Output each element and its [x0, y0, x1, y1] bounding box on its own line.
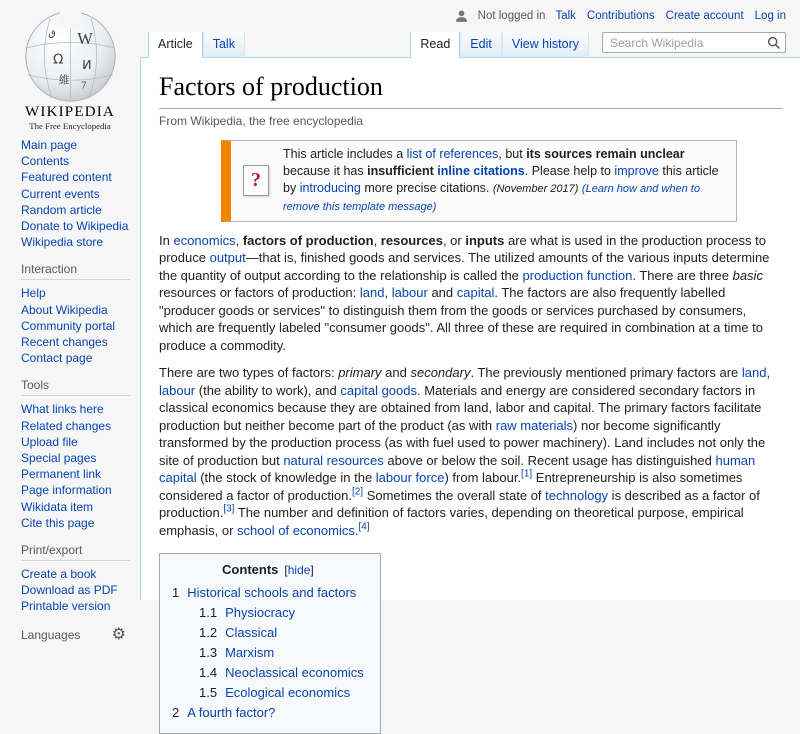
- toc-number: 1.1: [199, 605, 218, 621]
- sidebar-nav-list: [0, 137, 140, 250]
- sidebar-nav-list: [0, 401, 140, 531]
- sidebar-link[interactable]: Recent changes: [21, 335, 108, 350]
- paragraph: In economics, factors of production, resources, or inputs are what is used in the production process to produce output—that is, finished goods and services. The utilized amounts of the various inputs determine the quantity of output according to the relationship is called the production function. There are three basic resources or factors of production: land, labour and capital. The factors are also frequently labelled "producer goods or services" to distinguish them from the goods or services purchased by consumers, which are frequently labeled "consumer goods". All three of these are required in combination at a time to produce a commodity.: [159, 232, 770, 353]
- tab[interactable]: Talk: [203, 32, 245, 57]
- sidebar-link[interactable]: Related changes: [21, 418, 112, 433]
- reference: [352, 487, 363, 498]
- wiki-link[interactable]: land: [359, 285, 385, 301]
- wiki-link[interactable]: labour: [391, 285, 428, 301]
- table-of-contents: [159, 553, 381, 734]
- toc-number: 1: [172, 585, 180, 601]
- toc-item: [172, 664, 364, 681]
- personal-link[interactable]: Create account: [665, 10, 744, 22]
- site-subtitle: From Wikipedia, the free encyclopedia: [159, 113, 364, 128]
- search-input[interactable]: [602, 32, 786, 53]
- article-content: [140, 58, 800, 721]
- sidebar-item: [21, 418, 134, 434]
- wiki-link[interactable]: human capital: [159, 452, 756, 486]
- user-status: Not logged in: [477, 10, 546, 22]
- personal-links: [555, 10, 786, 22]
- sidebar-nav: [0, 137, 140, 643]
- personal-bar: [140, 0, 800, 28]
- sidebar-item: [21, 582, 134, 598]
- toc-item: [172, 604, 364, 621]
- toc-list: [172, 584, 364, 721]
- toc-link[interactable]: Historical schools and factors: [187, 585, 357, 601]
- sidebar-item: [21, 234, 134, 250]
- sidebar-item: [21, 186, 134, 202]
- sidebar-section-title: Languages: [21, 627, 81, 642]
- sidebar-section-title: Print/export: [21, 543, 130, 561]
- toc-item: [172, 684, 364, 701]
- personal-link[interactable]: Talk: [555, 10, 576, 22]
- sidebar-link[interactable]: About Wikipedia: [21, 302, 108, 317]
- paragraph: There are two types of factors: primary and secondary. The previously mentioned primary factors are land, labour (the ability to work), and capital goods. Materials and energy are considered secondary factors in classical economics because they are obtained from land, labor and capital. The primary factors facilitate production but neither become part of the product (as with raw materials) nor become significantly transformed by the production process (as with fuel used to power machinery). Land includes not only the site of production but natural resources above or below the soil. Recent usage has distinguished human capital (the stock of knowledge in the labour force) from labour.[1] Entrepreneurship is also sometimes considered a factor of production.[2] Sometimes the overall state of technology is described as a factor of production.[3] The number and definition of factors varies, depending on theoretical purpose, empirical emphasis, or school of economics.[4]: [159, 365, 771, 538]
- sidebar-link[interactable]: Contents: [21, 154, 70, 169]
- emphasized-text: primary: [338, 365, 382, 381]
- wiki-link[interactable]: list of references: [406, 146, 499, 161]
- sidebar-nav-list: [0, 285, 140, 366]
- toc-link[interactable]: Ecological economics: [225, 685, 351, 701]
- sidebar-item: [21, 153, 134, 169]
- question-mark-icon: ?: [243, 165, 269, 196]
- personal-link[interactable]: Contributions: [586, 10, 655, 22]
- view-tabs: [410, 28, 589, 57]
- toc-link[interactable]: Classical: [225, 625, 278, 641]
- article-message-box: [221, 140, 737, 222]
- sidebar-item: [21, 466, 134, 482]
- emphasized-text: its sources remain unclear: [526, 146, 685, 161]
- gear-icon[interactable]: ⚙: [111, 625, 126, 643]
- sidebar-link[interactable]: Printable version: [21, 599, 111, 614]
- sidebar-item: [21, 318, 134, 334]
- toc-link[interactable]: Neoclassical economics: [225, 665, 364, 681]
- sidebar-link[interactable]: Create a book: [21, 567, 97, 582]
- sidebar-nav-list: [0, 566, 140, 615]
- sidebar-link[interactable]: Cite this page: [21, 515, 95, 530]
- sidebar-section-navigation: [0, 137, 140, 250]
- reference-link[interactable]: [2]: [351, 486, 364, 498]
- sidebar-link[interactable]: Download as PDF: [21, 583, 118, 598]
- wiki-link[interactable]: natural resources: [283, 452, 384, 468]
- wiki-link[interactable]: land: [741, 365, 767, 381]
- reference-link[interactable]: [3]: [223, 504, 235, 516]
- sidebar-link[interactable]: Wikidata item: [21, 499, 94, 514]
- sidebar-section-languages: [21, 627, 126, 643]
- sidebar-item: [21, 218, 134, 234]
- wiki-link[interactable]: inline citations: [437, 163, 525, 178]
- toc-header: [172, 562, 364, 577]
- wiki-link[interactable]: improve: [614, 163, 659, 178]
- sidebar-item: [21, 401, 134, 417]
- toc-number: 1.3: [199, 645, 218, 661]
- sidebar-link[interactable]: Community portal: [21, 318, 116, 333]
- tab[interactable]: Article: [148, 32, 203, 58]
- search-icon[interactable]: [767, 36, 781, 50]
- sidebar-item: [21, 515, 134, 531]
- wiki-link[interactable]: output: [209, 250, 246, 266]
- sidebar-link[interactable]: Contact page: [21, 351, 93, 366]
- sidebar-item: [21, 482, 134, 498]
- emphasized-text: secondary: [410, 365, 471, 381]
- wiki-link[interactable]: (Learn how and when to remove this template message): [283, 182, 700, 213]
- globe-glyph: 7: [80, 79, 86, 92]
- toc-link[interactable]: A fourth factor?: [187, 705, 276, 721]
- sidebar-item: [21, 450, 134, 466]
- sidebar-link[interactable]: Upload file: [21, 434, 78, 449]
- toc-link[interactable]: Marxism: [225, 645, 275, 661]
- globe-glyph: W: [76, 28, 93, 48]
- emphasized-text: inputs: [465, 232, 505, 248]
- globe-puzzle-icon: [22, 7, 119, 104]
- ambox-message: This article includes a list of references, but its sources remain unclear because it has insufficient inline citations. Please help to improve this article by introducing more precise citations. (November 2017) (Learn how and when to remove this template message): [283, 146, 719, 213]
- sidebar-item: [21, 334, 134, 350]
- sidebar-link[interactable]: Donate to Wikipedia: [21, 219, 129, 234]
- emphasized-text: factors of production: [242, 232, 374, 248]
- globe-glyph: Ω: [52, 51, 63, 68]
- emphasized-text: (November 2017): [492, 182, 579, 195]
- sidebar-link[interactable]: Page information: [21, 483, 112, 498]
- user-icon: [455, 10, 468, 23]
- wiki-link[interactable]: school of economics: [237, 522, 355, 538]
- toc-item: [172, 624, 364, 641]
- globe-glyph: 維: [58, 73, 70, 87]
- globe-glyph: ق: [47, 28, 56, 40]
- tab[interactable]: Read: [410, 32, 460, 58]
- wiki-link[interactable]: technology: [545, 487, 609, 503]
- content-column: [140, 0, 800, 721]
- toc-number: 2: [172, 705, 180, 721]
- sidebar-link[interactable]: Featured content: [21, 170, 112, 185]
- toc-hide-bracket: ]: [310, 563, 314, 578]
- wiki-link[interactable]: labour: [159, 382, 196, 398]
- sidebar-item: [21, 202, 134, 218]
- wiki-link[interactable]: labour force: [375, 470, 445, 486]
- reference: [521, 469, 532, 480]
- emphasized-text: basic: [732, 267, 763, 283]
- sidebar-link[interactable]: Special pages: [21, 451, 97, 466]
- tab-bar: [140, 28, 800, 58]
- personal-link[interactable]: Log in: [754, 10, 786, 22]
- sidebar-item: [21, 350, 134, 366]
- sidebar-link[interactable]: Main page: [21, 138, 78, 152]
- toc-link[interactable]: Physiocracy: [225, 605, 296, 621]
- sidebar-link[interactable]: Wikipedia store: [21, 235, 104, 250]
- wiki-link[interactable]: economics: [173, 232, 236, 248]
- sidebar-section-title: Tools: [21, 378, 130, 396]
- sidebar-link[interactable]: What links here: [21, 402, 104, 417]
- emphasized-text: insufficient: [367, 163, 438, 178]
- page-title: Factors of production: [159, 72, 783, 109]
- sidebar-item: [21, 499, 134, 515]
- sidebar-section-interaction: [0, 262, 140, 366]
- sidebar-item: [21, 285, 134, 301]
- reference-link[interactable]: [4]: [358, 521, 370, 533]
- wiki-link[interactable]: capital: [456, 285, 495, 301]
- sidebar-link[interactable]: Help: [21, 286, 46, 301]
- sidebar-item: [21, 302, 134, 318]
- wiki-link[interactable]: capital goods: [340, 382, 417, 398]
- sidebar-item: [21, 169, 134, 185]
- reference-link[interactable]: [1]: [521, 469, 533, 481]
- namespace-tabs: [148, 28, 245, 57]
- toc-item: [172, 644, 364, 661]
- emphasized-text: resources: [380, 232, 443, 248]
- globe-glyph: И: [81, 57, 92, 73]
- sidebar-section-tools: [0, 378, 140, 531]
- search-box: [602, 32, 786, 53]
- toc-hide-link[interactable]: hide: [287, 563, 311, 578]
- sidebar-item: [21, 137, 134, 153]
- toc-hide-bracket: [: [284, 563, 288, 578]
- toc-number: 1.2: [199, 625, 218, 641]
- sidebar: [0, 0, 140, 643]
- wikipedia-logo[interactable]: [0, 0, 140, 132]
- sidebar-link[interactable]: Permanent link: [21, 467, 102, 482]
- toc-item: [172, 704, 364, 721]
- tab[interactable]: View history: [502, 32, 589, 57]
- wiki-link[interactable]: introducing: [299, 180, 361, 195]
- sidebar-item: [21, 434, 134, 450]
- sidebar-link[interactable]: Current events: [21, 186, 100, 201]
- wiki-link[interactable]: raw materials: [495, 417, 574, 433]
- toc-number: 1.4: [199, 665, 218, 681]
- sidebar-section-print-export: [0, 543, 140, 615]
- reference: [223, 504, 234, 515]
- sidebar-item: [21, 566, 134, 582]
- toc-title: Contents: [222, 562, 279, 578]
- sidebar-section-title: Interaction: [21, 262, 130, 280]
- reference: [358, 522, 369, 533]
- toc-item: [172, 584, 364, 601]
- sidebar-item: [21, 598, 134, 614]
- logo-wordmark: WIKIPEDIA: [25, 104, 115, 120]
- toc-number: 1.5: [199, 685, 218, 701]
- logo-tagline: The Free Encyclopedia: [29, 121, 111, 131]
- sidebar-link[interactable]: Random article: [21, 202, 102, 217]
- tab[interactable]: Edit: [460, 32, 502, 57]
- wiki-link[interactable]: production function: [522, 267, 633, 283]
